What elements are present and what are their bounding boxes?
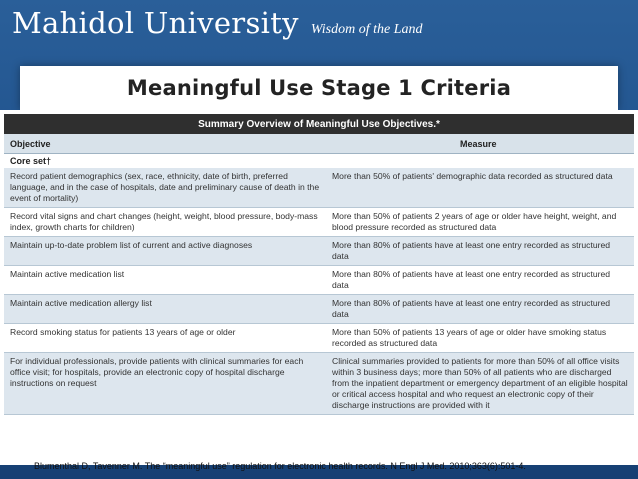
table-row bbox=[4, 237, 634, 266]
slide-title-bar bbox=[20, 66, 618, 110]
objectives-table bbox=[4, 114, 634, 460]
column-headers bbox=[4, 134, 634, 154]
table-row bbox=[4, 353, 634, 415]
objective-cell: Maintain active medication allergy list bbox=[10, 298, 152, 308]
measure-cell: More than 80% of patients have at least one entry recorded as structured data bbox=[332, 269, 611, 290]
core-set-label: Core set† bbox=[10, 156, 52, 166]
table-row bbox=[4, 168, 634, 208]
brand-header bbox=[12, 6, 422, 42]
table-row bbox=[4, 295, 634, 324]
table-row bbox=[4, 324, 634, 353]
objective-cell: For individual professionals, provide patients with clinical summaries for each office visit; for hospitals, provide an electronic copy of hospital discharge instructions on request bbox=[10, 356, 304, 388]
objective-cell: Record patient demographics (sex, race, ethnicity, date of birth, preferred language, and in the case of hospitals, date and preliminary cause of death in the event of mortality) bbox=[10, 171, 320, 203]
objective-cell: Maintain active medication list bbox=[10, 269, 125, 279]
objective-cell: Maintain up-to-date problem list of current and active diagnoses bbox=[10, 240, 253, 250]
university-name: Mahidol University bbox=[12, 6, 299, 40]
content-panel bbox=[0, 110, 638, 465]
table-row bbox=[4, 266, 634, 295]
measure-cell: More than 80% of patients have at least one entry recorded as structured data bbox=[332, 298, 611, 319]
col-measure: Measure bbox=[460, 138, 497, 149]
measure-cell: Clinical summaries provided to patients for more than 50% of all office visits within 3 business days; more than 50% of all patients who are discharged from the inpatient department or emergency department of an eligible hospital or critical access hospital and who request an electronic copy of their discharge instructions are provided with it bbox=[332, 356, 628, 410]
citation: Blumenthal D, Tavenner M. The “meaningful use” regulation for electronic health records. N Engl J Med. 2010;363(6):501-4. bbox=[34, 461, 526, 471]
table-header: Summary Overview of Meaningful Use Objectives.* bbox=[4, 114, 634, 134]
objective-cell: Record vital signs and chart changes (height, weight, blood pressure, body-mass index, growth charts for children) bbox=[10, 211, 318, 232]
slide-title: Meaningful Use Stage 1 Criteria bbox=[126, 76, 512, 100]
measure-cell: More than 50% of patients 2 years of age or older have height, weight, and blood pressure recorded as structured data bbox=[332, 211, 617, 232]
table-row bbox=[4, 208, 634, 237]
objective-cell: Record smoking status for patients 13 years of age or older bbox=[10, 327, 236, 337]
measure-cell: More than 80% of patients have at least one entry recorded as structured data bbox=[332, 240, 611, 261]
col-objective: Objective bbox=[10, 138, 51, 149]
measure-cell: More than 50% of patients 13 years of age or older have smoking status recorded as structured data bbox=[332, 327, 607, 348]
university-tagline: Wisdom of the Land bbox=[310, 22, 423, 37]
measure-cell: More than 50% of patients' demographic data recorded as structured data bbox=[332, 171, 613, 181]
